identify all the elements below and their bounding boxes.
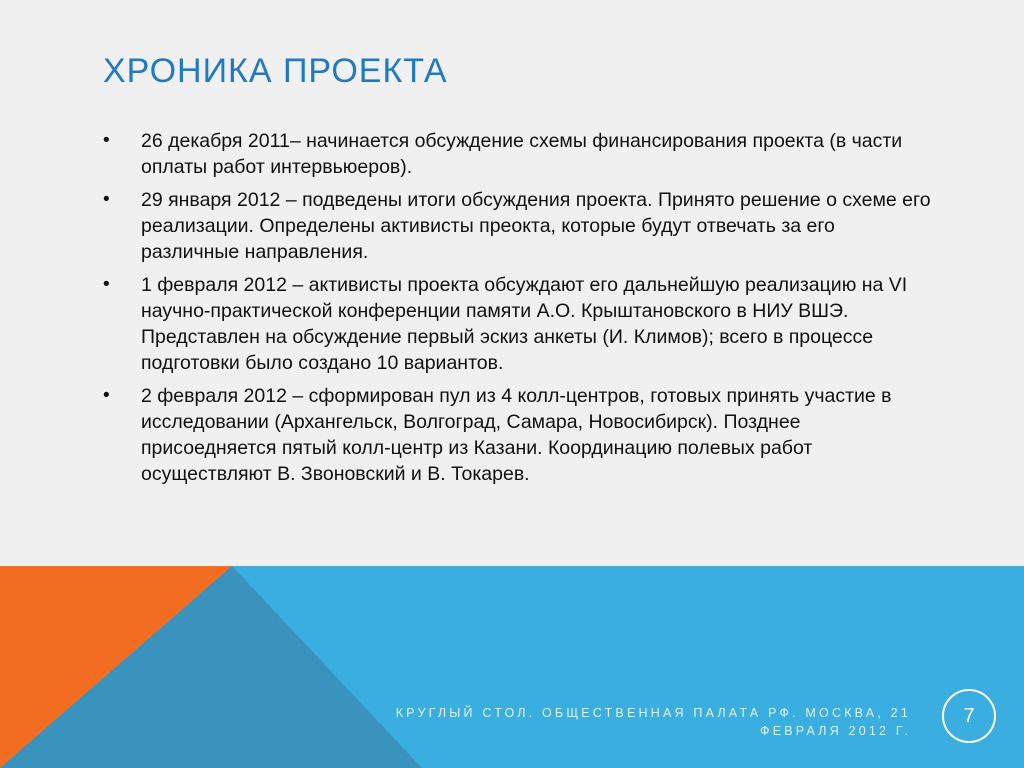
bullet-mark: • (103, 274, 110, 295)
bullet-item-2 (103, 187, 933, 265)
bullet-list (103, 128, 933, 494)
bullet-item-3 (103, 272, 933, 376)
bullet-mark: • (103, 385, 110, 406)
bullet-item-4 (103, 383, 933, 487)
bullet-text-2: 29 января 2012 – подведены итоги обсуждения проекта. Принято решение о схеме его реализации. Определены активисты преокта, которые будут отвечать за его различные направления. (141, 189, 931, 263)
bullet-text-4: 2 февраля 2012 – сформирован пул из 4 колл-центров, готовых принять участие в исследовании (Архангельск, Волгоград, Самара, Новосибирск). Позднее присоедняется пятый колл-центр из Казани. Координацию полевых работ осуществляют В. Звоновский и В. Токарев. (141, 385, 892, 485)
bullet-text-1: 26 декабря 2011– начинается обсуждение схемы финансирования проекта (в части оплаты работ интервьюеров). (141, 130, 903, 178)
page-number-badge (942, 689, 996, 743)
bullet-mark: • (103, 130, 110, 151)
bullet-text-3: 1 февраля 2012 – активисты проекта обсуждают его дальнейшую реализацию на VI научно-практической конференции памяти А.О. Крыштановского в НИУ ВШЭ. Представлен на обсуждение первый эскиз анкеты (И. Климов); всего в процессе подготовки было создано 10 вариантов. (141, 274, 908, 374)
slide-title: ХРОНИКА ПРОЕКТА (103, 52, 448, 90)
bullet-item-1 (103, 128, 933, 180)
bullet-mark: • (103, 189, 110, 210)
footer-caption: КРУГЛЫЙ СТОЛ. ОБЩЕСТВЕННАЯ ПАЛАТА РФ. МОСКВА, 21 ФЕВРАЛЯ 2012 Г. (395, 706, 911, 738)
page-number: 7 (963, 704, 975, 727)
